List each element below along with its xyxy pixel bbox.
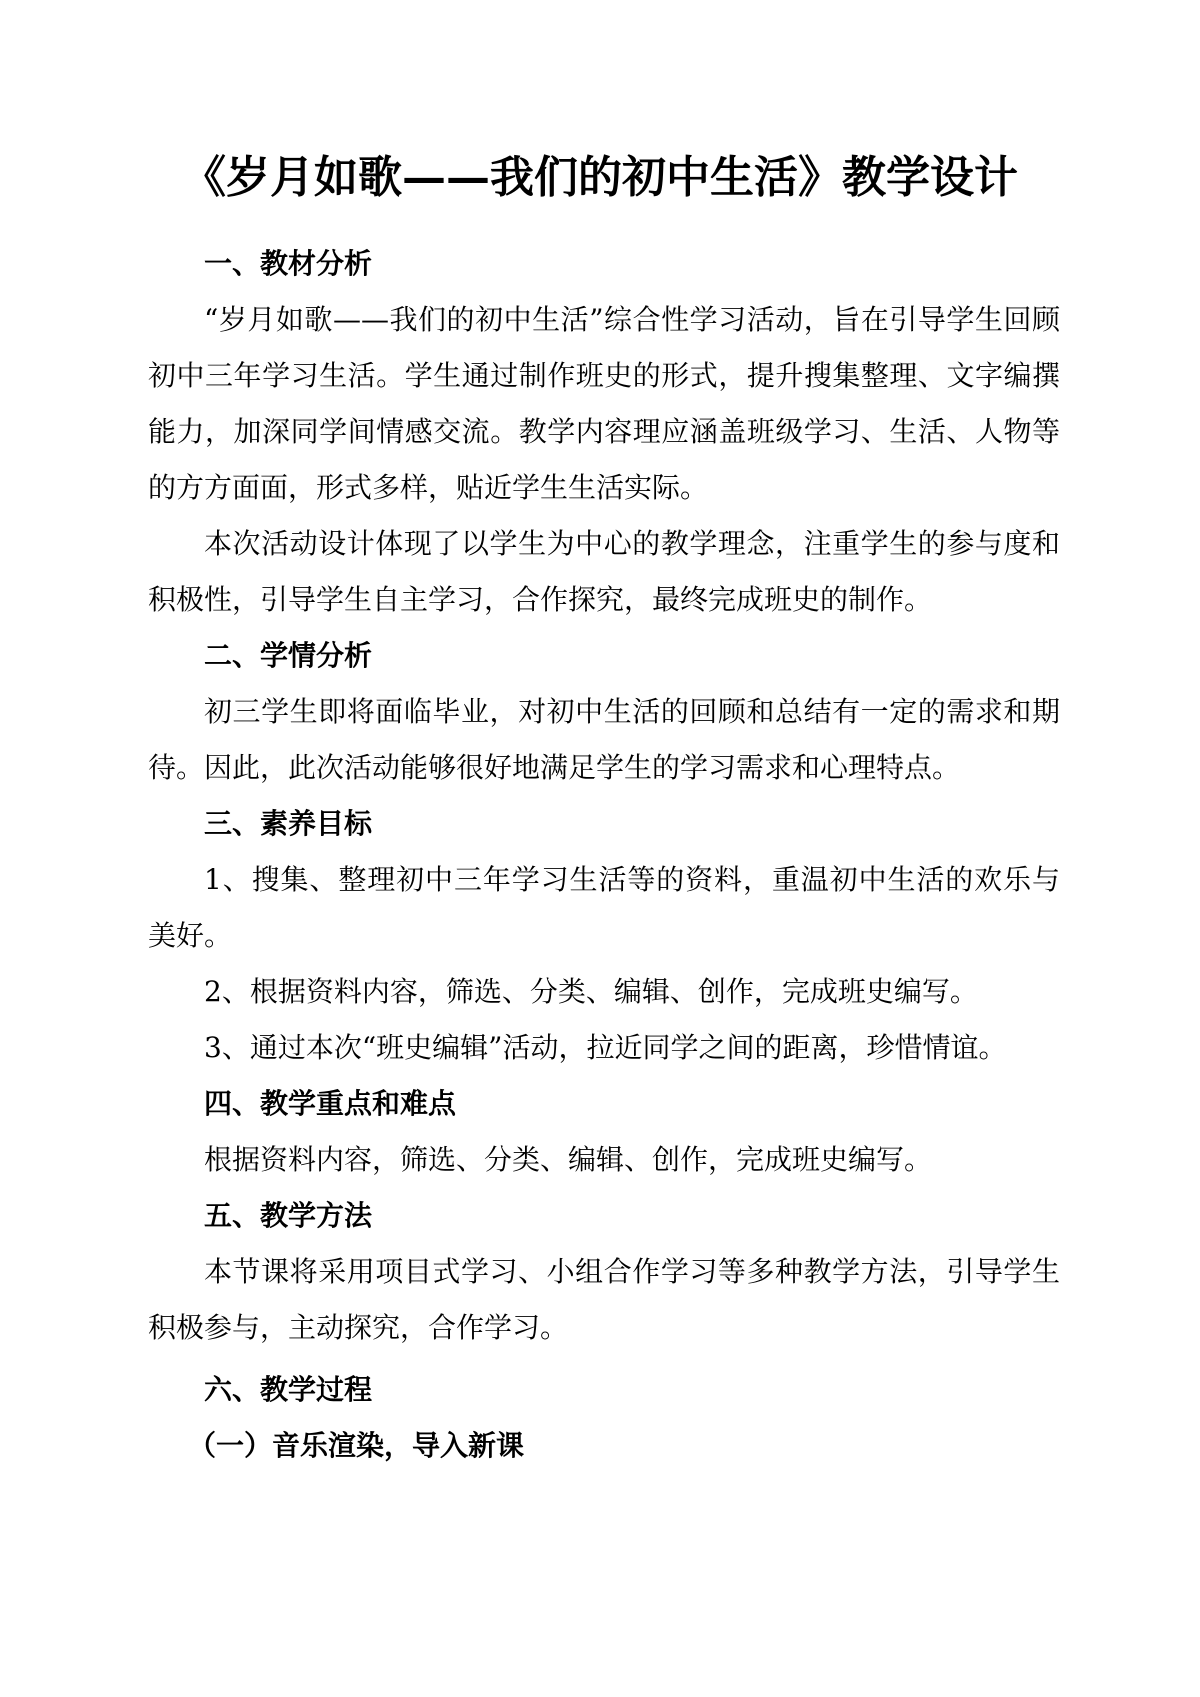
document-title: 《岁月如歌——我们的初中生活》教学设计 <box>182 152 1018 203</box>
subsection-heading: （一）音乐渲染，导入新课 <box>188 1429 525 1462</box>
paragraph: 初三学生即将面临毕业，对初中生活的回顾和总结有一定的需求和期待。因此，此次活动能够很好地满足学生的学习需求和心理特点。 <box>148 695 1060 784</box>
paragraph: 根据资料内容，筛选、分类、编辑、创作，完成班史编写。 <box>204 1143 933 1176</box>
paragraph: 本次活动设计体现了以学生为中心的教学理念，注重学生的参与度和积极性，引导学生自主学习，合作探究，最终完成班史的制作。 <box>148 527 1060 616</box>
goal-item: 2、根据资料内容，筛选、分类、编辑、创作，完成班史编写。 <box>204 975 978 1008</box>
section-heading-teaching-methods: 五、教学方法 <box>204 1199 373 1232</box>
goal-item: 3、通过本次“班史编辑”活动，拉近同学之间的距离，珍惜情谊。 <box>204 1031 1007 1064</box>
paragraph: “岁月如歌——我们的初中生活”综合性学习活动，旨在引导学生回顾初中三年学习生活。学生通过制作班史的形式，提升搜集整理、文字编撰能力，加深同学间情感交流。教学内容理应涵盖班级学习、生活、人物等的方方面面，形式多样，贴近学生生活实际。 <box>148 303 1060 504</box>
section-heading-teaching-process: 六、教学过程 <box>204 1373 373 1406</box>
section-heading-literacy-goals: 三、素养目标 <box>204 807 373 840</box>
document-body <box>148 236 1060 1474</box>
section-heading-textbook-analysis: 一、教材分析 <box>204 247 373 280</box>
goal-item: 1、搜集、整理初中三年学习生活等的资料，重温初中生活的欢乐与美好。 <box>148 863 1060 952</box>
paragraph: 本节课将采用项目式学习、小组合作学习等多种教学方法，引导学生积极参与，主动探究，合作学习。 <box>148 1255 1060 1344</box>
section-heading-key-difficult-points: 四、教学重点和难点 <box>204 1087 457 1120</box>
section-heading-student-analysis: 二、学情分析 <box>204 639 373 672</box>
